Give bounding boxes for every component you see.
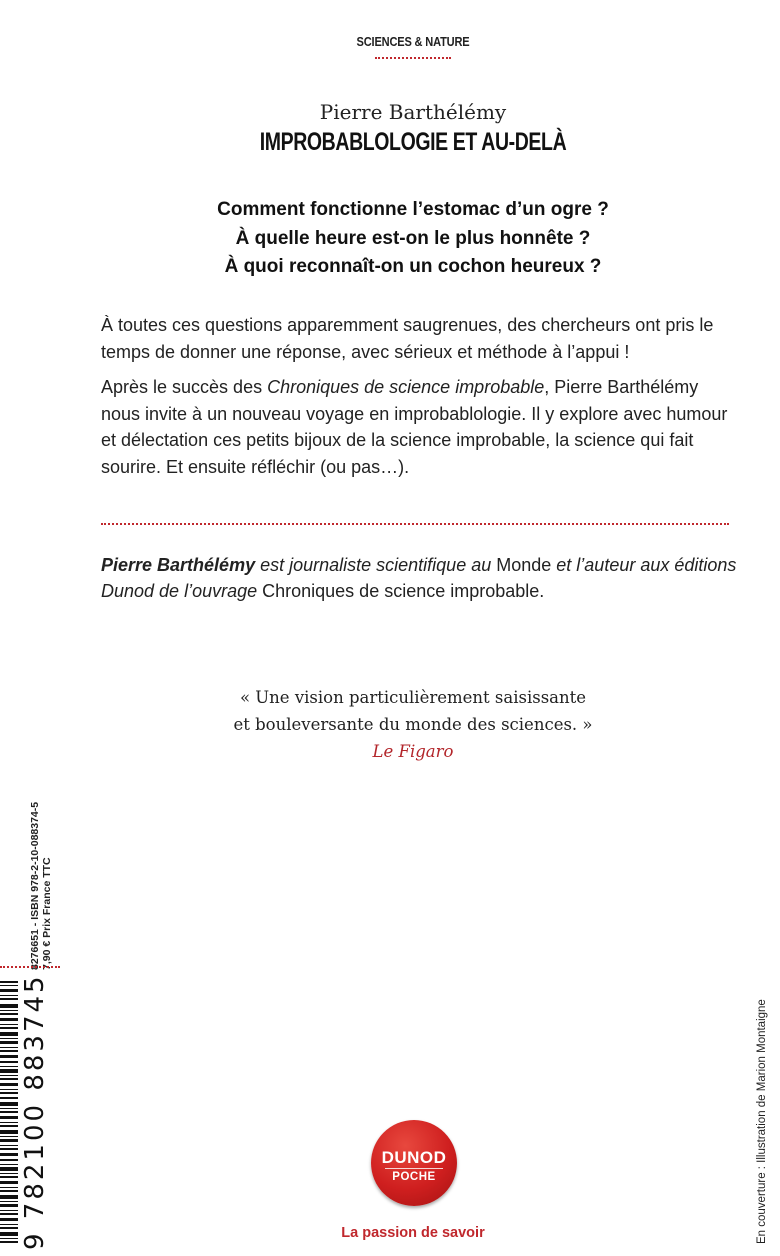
collection-divider xyxy=(375,57,451,59)
question-2: À quelle heure est-on le plus honnête ? xyxy=(235,227,591,249)
publisher-slogan: La passion de savoir xyxy=(341,1225,485,1241)
bio-newspaper: Monde xyxy=(496,555,552,575)
isbn-block xyxy=(29,770,53,970)
publisher-logo xyxy=(371,1120,457,1206)
bio-text: . xyxy=(539,581,545,601)
question-3: À quoi reconnaît-on un cochon heureux ? xyxy=(224,256,602,277)
teaser-questions xyxy=(0,196,780,282)
barcode-digits-block xyxy=(20,973,60,1250)
bio-text: est journaliste scientifique au xyxy=(255,555,497,575)
quote-line-2: et bouleversante du monde des sciences. » xyxy=(233,715,593,734)
book-title: IMPROBABLOLOGIE ET AU-DELÀ xyxy=(259,128,567,156)
isbn-line: 8276651 - ISBN 978-2-10-088374-5 xyxy=(29,801,41,970)
bio-text: et l’auteur aux éditions Dunod de l’ouvrage xyxy=(101,555,737,601)
cover-credit-block xyxy=(756,982,772,1244)
book-author: Pierre Barthélémy xyxy=(319,100,507,124)
barcode-divider xyxy=(0,966,60,968)
cover-credit: En couverture : Illustration de Marion Montaigne xyxy=(756,999,768,1244)
blurb-paragraph-2 xyxy=(101,374,741,480)
publisher-series: POCHE xyxy=(392,1171,436,1183)
author-bio xyxy=(101,552,741,604)
blurb-text: Après le succès des xyxy=(101,377,268,397)
price-line: 7,90 € Prix France TTC xyxy=(41,857,53,970)
collection-label: SCIENCES & NATURE xyxy=(356,34,470,49)
blurb-paragraph-1: À toutes ces questions apparemment saugrenues, des chercheurs ont pris le temps de donner une réponse, avec sérieux et méthode à l’appui ! xyxy=(101,315,714,362)
question-1: Comment fonctionne l’estomac d’un ogre ? xyxy=(217,199,609,220)
logo-divider xyxy=(385,1168,443,1169)
press-quote xyxy=(0,684,780,765)
publisher-name: DUNOD xyxy=(381,1148,447,1167)
blurb-text: , Pierre Barthélémy nous invite à un nouveau voyage en improbablologie. Il y explore avec humour et délectation ces petits bijoux de la science improbable, la science qui fait sourire. Et ensuite réfléchir (ou pas…). xyxy=(101,377,728,477)
previous-book-title: Chroniques de science improbable xyxy=(267,377,545,397)
barcode-digits: 9 782100 883745 xyxy=(20,973,50,1250)
quote-source: Le Figaro xyxy=(372,742,454,761)
bio-book-title: Chroniques de science improbable xyxy=(262,581,540,601)
blurb xyxy=(101,312,741,489)
quote-line-1: « Une vision particulièrement saisissante xyxy=(239,688,587,707)
bio-author-name: Pierre Barthélémy xyxy=(101,555,256,575)
section-divider xyxy=(101,523,729,525)
